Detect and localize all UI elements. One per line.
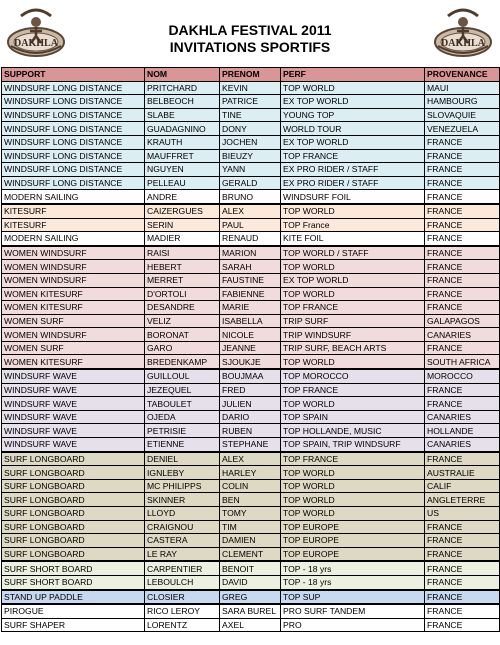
- cell-support: WINDSURF WAVE: [2, 383, 145, 397]
- cell-perf: TOP EUROPE: [281, 534, 425, 548]
- cell-perf: TOP WORLD / STAFF: [281, 246, 425, 260]
- cell-prenom: BENOIT: [220, 561, 281, 575]
- cell-perf: TOP FRANCE: [281, 301, 425, 315]
- cell-perf: PRO: [281, 618, 425, 632]
- cell-provenance: MAUI: [425, 81, 500, 95]
- cell-prenom: SARAH: [220, 260, 281, 274]
- cell-prenom: BIEUZY: [220, 149, 281, 163]
- cell-provenance: FRANCE: [425, 135, 500, 149]
- cell-prenom: FRED: [220, 383, 281, 397]
- cell-perf: WORLD TOUR: [281, 122, 425, 136]
- cell-perf: EX TOP WORLD: [281, 273, 425, 287]
- cell-prenom: PAUL: [220, 218, 281, 232]
- cell-prenom: HARLEY: [220, 466, 281, 480]
- cell-perf: TOP FRANCE: [281, 149, 425, 163]
- document-header: [0, 0, 500, 66]
- column-header-perf: PERF: [281, 68, 425, 82]
- cell-support: WOMEN KITESURF: [2, 301, 145, 315]
- cell-prenom: FAUSTINE: [220, 273, 281, 287]
- cell-prenom: JULIEN: [220, 397, 281, 411]
- cell-provenance: FRANCE: [425, 397, 500, 411]
- cell-prenom: DARIO: [220, 410, 281, 424]
- cell-support: SURF SHORT BOARD: [2, 561, 145, 575]
- cell-perf: TOP France: [281, 218, 425, 232]
- cell-provenance: HOLLANDE: [425, 424, 500, 438]
- cell-provenance: CANARIES: [425, 328, 500, 342]
- cell-nom: BORONAT: [145, 328, 220, 342]
- cell-support: WINDSURF LONG DISTANCE: [2, 122, 145, 136]
- table-row: [2, 424, 500, 438]
- table-row: [2, 81, 500, 95]
- cell-nom: IGNLEBY: [145, 466, 220, 480]
- cell-perf: TOP - 18 yrs: [281, 561, 425, 575]
- cell-perf: EX PRO RIDER / STAFF: [281, 163, 425, 177]
- table-row: [2, 95, 500, 109]
- cell-provenance: AUSTRALIE: [425, 466, 500, 480]
- cell-nom: GUILLOUL: [145, 369, 220, 383]
- table-row: [2, 260, 500, 274]
- cell-support: PIROGUE: [2, 604, 145, 618]
- cell-prenom: RENAUD: [220, 232, 281, 246]
- cell-prenom: RUBEN: [220, 424, 281, 438]
- cell-provenance: HAMBOURG: [425, 95, 500, 109]
- cell-provenance: FRANCE: [425, 232, 500, 246]
- cell-provenance: FRANCE: [425, 287, 500, 301]
- cell-prenom: SARA BUREL: [220, 604, 281, 618]
- table-row: [2, 520, 500, 534]
- cell-support: WINDSURF LONG DISTANCE: [2, 95, 145, 109]
- cell-perf: TOP EUROPE: [281, 547, 425, 561]
- cell-support: WOMEN SURF: [2, 341, 145, 355]
- cell-nom: ETIENNE: [145, 438, 220, 452]
- table-body: [2, 81, 500, 632]
- table-row: [2, 218, 500, 232]
- document-title: DAKHLA FESTIVAL 2011: [168, 22, 332, 38]
- cell-prenom: DONY: [220, 122, 281, 136]
- cell-provenance: FRANCE: [425, 176, 500, 190]
- cell-nom: LORENTZ: [145, 618, 220, 632]
- table-row: [2, 190, 500, 204]
- cell-provenance: SLOVAQUIE: [425, 108, 500, 122]
- table-row: [2, 575, 500, 589]
- cell-support: WOMEN WINDSURF: [2, 273, 145, 287]
- cell-nom: GUADAGNINO: [145, 122, 220, 136]
- table-row: [2, 287, 500, 301]
- cell-nom: RAISI: [145, 246, 220, 260]
- cell-provenance: VENEZUELA: [425, 122, 500, 136]
- table-row: [2, 122, 500, 136]
- cell-provenance: FRANCE: [425, 273, 500, 287]
- cell-provenance: FRANCE: [425, 575, 500, 589]
- cell-support: WOMEN WINDSURF: [2, 328, 145, 342]
- cell-perf: TOP WORLD: [281, 466, 425, 480]
- cell-nom: ANDRE: [145, 190, 220, 204]
- table-row: [2, 232, 500, 246]
- cell-perf: TOP EUROPE: [281, 520, 425, 534]
- cell-prenom: CLEMENT: [220, 547, 281, 561]
- cell-support: WOMEN WINDSURF: [2, 260, 145, 274]
- table-row: [2, 328, 500, 342]
- cell-provenance: SOUTH AFRICA: [425, 355, 500, 369]
- table-header-row: [2, 68, 500, 82]
- cell-prenom: TIM: [220, 520, 281, 534]
- cell-prenom: GERALD: [220, 176, 281, 190]
- cell-nom: CRAIGNOU: [145, 520, 220, 534]
- cell-support: SURF LONGBOARD: [2, 466, 145, 480]
- cell-provenance: FRANCE: [425, 561, 500, 575]
- cell-nom: D'ORTOLI: [145, 287, 220, 301]
- table-row: [2, 355, 500, 369]
- table-row: [2, 547, 500, 561]
- table-row: [2, 314, 500, 328]
- cell-support: SURF LONGBOARD: [2, 479, 145, 493]
- svg-text:DAKHLA: DAKHLA: [14, 38, 58, 49]
- cell-perf: TOP FRANCE: [281, 383, 425, 397]
- cell-provenance: FRANCE: [425, 163, 500, 177]
- cell-nom: GARO: [145, 341, 220, 355]
- table-row: [2, 410, 500, 424]
- cell-provenance: FRANCE: [425, 590, 500, 605]
- column-header-nom: NOM: [145, 68, 220, 82]
- cell-nom: KRAUTH: [145, 135, 220, 149]
- cell-nom: MAUFFRET: [145, 149, 220, 163]
- cell-nom: CARPENTIER: [145, 561, 220, 575]
- cell-perf: TOP WORLD: [281, 493, 425, 507]
- cell-support: SURF LONGBOARD: [2, 493, 145, 507]
- table-row: [2, 176, 500, 190]
- cell-support: WINDSURF LONG DISTANCE: [2, 149, 145, 163]
- cell-prenom: NICOLE: [220, 328, 281, 342]
- cell-perf: EX TOP WORLD: [281, 135, 425, 149]
- cell-nom: SERIN: [145, 218, 220, 232]
- table-row: [2, 383, 500, 397]
- cell-support: WINDSURF LONG DISTANCE: [2, 135, 145, 149]
- cell-prenom: KEVIN: [220, 81, 281, 95]
- cell-perf: KITE FOIL: [281, 232, 425, 246]
- table-row: [2, 452, 500, 466]
- cell-support: WOMEN KITESURF: [2, 355, 145, 369]
- table-row: [2, 397, 500, 411]
- cell-nom: DENIEL: [145, 452, 220, 466]
- cell-support: WOMEN WINDSURF: [2, 246, 145, 260]
- cell-support: WINDSURF LONG DISTANCE: [2, 108, 145, 122]
- cell-perf: TOP SUP: [281, 590, 425, 605]
- cell-support: SURF SHAPER: [2, 618, 145, 632]
- cell-nom: JEZEQUEL: [145, 383, 220, 397]
- cell-perf: TOP WORLD: [281, 507, 425, 521]
- cell-provenance: MOROCCO: [425, 369, 500, 383]
- cell-prenom: COLIN: [220, 479, 281, 493]
- column-header-support: SUPPORT: [2, 68, 145, 82]
- cell-support: WINDSURF WAVE: [2, 369, 145, 383]
- table-row: [2, 561, 500, 575]
- cell-provenance: FRANCE: [425, 520, 500, 534]
- cell-support: WINDSURF LONG DISTANCE: [2, 81, 145, 95]
- table-row: [2, 604, 500, 618]
- cell-prenom: FABIENNE: [220, 287, 281, 301]
- table-row: [2, 273, 500, 287]
- table-row: [2, 163, 500, 177]
- cell-nom: CLOSIER: [145, 590, 220, 605]
- cell-support: WINDSURF WAVE: [2, 438, 145, 452]
- cell-provenance: CANARIES: [425, 438, 500, 452]
- table-row: [2, 369, 500, 383]
- table-row: [2, 149, 500, 163]
- cell-provenance: ANGLETERRE: [425, 493, 500, 507]
- cell-nom: BELBEOCH: [145, 95, 220, 109]
- cell-support: MODERN SAILING: [2, 190, 145, 204]
- cell-prenom: ISABELLA: [220, 314, 281, 328]
- cell-nom: LE RAY: [145, 547, 220, 561]
- cell-support: WOMEN SURF: [2, 314, 145, 328]
- cell-prenom: TOMY: [220, 507, 281, 521]
- cell-perf: TOP WORLD: [281, 479, 425, 493]
- cell-nom: PRITCHARD: [145, 81, 220, 95]
- cell-prenom: BRUNO: [220, 190, 281, 204]
- cell-perf: TRIP SURF: [281, 314, 425, 328]
- cell-perf: TOP WORLD: [281, 355, 425, 369]
- cell-perf: TOP WORLD: [281, 287, 425, 301]
- cell-provenance: FRANCE: [425, 534, 500, 548]
- cell-support: WINDSURF WAVE: [2, 424, 145, 438]
- cell-provenance: FRANCE: [425, 547, 500, 561]
- cell-perf: TOP SPAIN, TRIP WINDSURF: [281, 438, 425, 452]
- cell-prenom: DAMIEN: [220, 534, 281, 548]
- cell-perf: EX TOP WORLD: [281, 95, 425, 109]
- cell-prenom: AXEL: [220, 618, 281, 632]
- invitations-table: [1, 67, 500, 632]
- cell-support: WINDSURF LONG DISTANCE: [2, 176, 145, 190]
- table-row: [2, 618, 500, 632]
- document-subtitle: INVITATIONS SPORTIFS: [169, 39, 331, 55]
- cell-prenom: BEN: [220, 493, 281, 507]
- table-row: [2, 590, 500, 605]
- cell-perf: TOP - 18 yrs: [281, 575, 425, 589]
- cell-nom: SLABE: [145, 108, 220, 122]
- table-row: [2, 204, 500, 218]
- cell-nom: LEBOULCH: [145, 575, 220, 589]
- cell-prenom: ALEX: [220, 452, 281, 466]
- table-row: [2, 507, 500, 521]
- cell-perf: TOP MOROCCO: [281, 369, 425, 383]
- cell-support: WOMEN KITESURF: [2, 287, 145, 301]
- cell-perf: TOP FRANCE: [281, 452, 425, 466]
- column-header-prenom: PRENOM: [220, 68, 281, 82]
- cell-nom: PETRISIE: [145, 424, 220, 438]
- cell-perf: PRO SURF TANDEM: [281, 604, 425, 618]
- cell-prenom: STEPHANE: [220, 438, 281, 452]
- cell-nom: MADIER: [145, 232, 220, 246]
- cell-prenom: YANN: [220, 163, 281, 177]
- cell-perf: TOP SPAIN: [281, 410, 425, 424]
- cell-perf: TOP WORLD: [281, 397, 425, 411]
- cell-nom: CASTERA: [145, 534, 220, 548]
- cell-provenance: FRANCE: [425, 190, 500, 204]
- cell-provenance: CALIF: [425, 479, 500, 493]
- cell-perf: TOP HOLLANDE, MUSIC: [281, 424, 425, 438]
- cell-provenance: FRANCE: [425, 452, 500, 466]
- cell-nom: NGUYEN: [145, 163, 220, 177]
- cell-provenance: FRANCE: [425, 301, 500, 315]
- cell-perf: WINDSURF FOIL: [281, 190, 425, 204]
- cell-nom: SKINNER: [145, 493, 220, 507]
- cell-nom: MERRET: [145, 273, 220, 287]
- cell-prenom: PATRICE: [220, 95, 281, 109]
- cell-perf: TOP WORLD: [281, 81, 425, 95]
- cell-prenom: GREG: [220, 590, 281, 605]
- cell-nom: PELLEAU: [145, 176, 220, 190]
- cell-support: SURF LONGBOARD: [2, 520, 145, 534]
- cell-provenance: CANARIES: [425, 410, 500, 424]
- cell-nom: LLOYD: [145, 507, 220, 521]
- table-row: [2, 534, 500, 548]
- cell-provenance: FRANCE: [425, 246, 500, 260]
- table-row: [2, 479, 500, 493]
- cell-support: WINDSURF WAVE: [2, 410, 145, 424]
- cell-provenance: FRANCE: [425, 260, 500, 274]
- cell-nom: CAIZERGUES: [145, 204, 220, 218]
- cell-prenom: JEANNE: [220, 341, 281, 355]
- cell-support: MODERN SAILING: [2, 232, 145, 246]
- cell-prenom: BOUJMAA: [220, 369, 281, 383]
- cell-prenom: JOCHEN: [220, 135, 281, 149]
- cell-nom: DESANDRE: [145, 301, 220, 315]
- cell-perf: YOUNG TOP: [281, 108, 425, 122]
- cell-perf: TOP WORLD: [281, 260, 425, 274]
- cell-provenance: FRANCE: [425, 604, 500, 618]
- cell-provenance: FRANCE: [425, 341, 500, 355]
- cell-perf: EX PRO RIDER / STAFF: [281, 176, 425, 190]
- cell-provenance: US: [425, 507, 500, 521]
- cell-nom: OJEDA: [145, 410, 220, 424]
- cell-prenom: MARIE: [220, 301, 281, 315]
- cell-provenance: FRANCE: [425, 218, 500, 232]
- cell-prenom: SJOUKJE: [220, 355, 281, 369]
- table-row: [2, 438, 500, 452]
- column-header-provenance: PROVENANCE: [425, 68, 500, 82]
- cell-nom: VELIZ: [145, 314, 220, 328]
- cell-provenance: FRANCE: [425, 149, 500, 163]
- cell-perf: TRIP WINDSURF: [281, 328, 425, 342]
- table-row: [2, 108, 500, 122]
- cell-nom: MC PHILIPPS: [145, 479, 220, 493]
- cell-support: WINDSURF LONG DISTANCE: [2, 163, 145, 177]
- cell-nom: HEBERT: [145, 260, 220, 274]
- table-row: [2, 246, 500, 260]
- table-row: [2, 466, 500, 480]
- table-row: [2, 341, 500, 355]
- svg-text:DAKHLA: DAKHLA: [441, 38, 485, 49]
- cell-perf: TOP WORLD: [281, 204, 425, 218]
- cell-support: KITESURF: [2, 218, 145, 232]
- cell-perf: TRIP SURF, BEACH ARTS: [281, 341, 425, 355]
- cell-provenance: FRANCE: [425, 618, 500, 632]
- cell-nom: TABOULET: [145, 397, 220, 411]
- cell-provenance: FRANCE: [425, 204, 500, 218]
- cell-prenom: MARION: [220, 246, 281, 260]
- table-row: [2, 301, 500, 315]
- cell-support: SURF LONGBOARD: [2, 452, 145, 466]
- cell-prenom: DAVID: [220, 575, 281, 589]
- cell-support: STAND UP PADDLE: [2, 590, 145, 605]
- cell-support: SURF LONGBOARD: [2, 507, 145, 521]
- table-row: [2, 493, 500, 507]
- cell-support: SURF LONGBOARD: [2, 534, 145, 548]
- cell-nom: BREDENKAMP: [145, 355, 220, 369]
- cell-prenom: ALEX: [220, 204, 281, 218]
- cell-support: KITESURF: [2, 204, 145, 218]
- table-row: [2, 135, 500, 149]
- cell-nom: RICO LEROY: [145, 604, 220, 618]
- cell-provenance: GALAPAGOS: [425, 314, 500, 328]
- cell-prenom: TINE: [220, 108, 281, 122]
- cell-support: WINDSURF WAVE: [2, 397, 145, 411]
- cell-support: SURF SHORT BOARD: [2, 575, 145, 589]
- cell-support: SURF LONGBOARD: [2, 547, 145, 561]
- cell-provenance: FRANCE: [425, 383, 500, 397]
